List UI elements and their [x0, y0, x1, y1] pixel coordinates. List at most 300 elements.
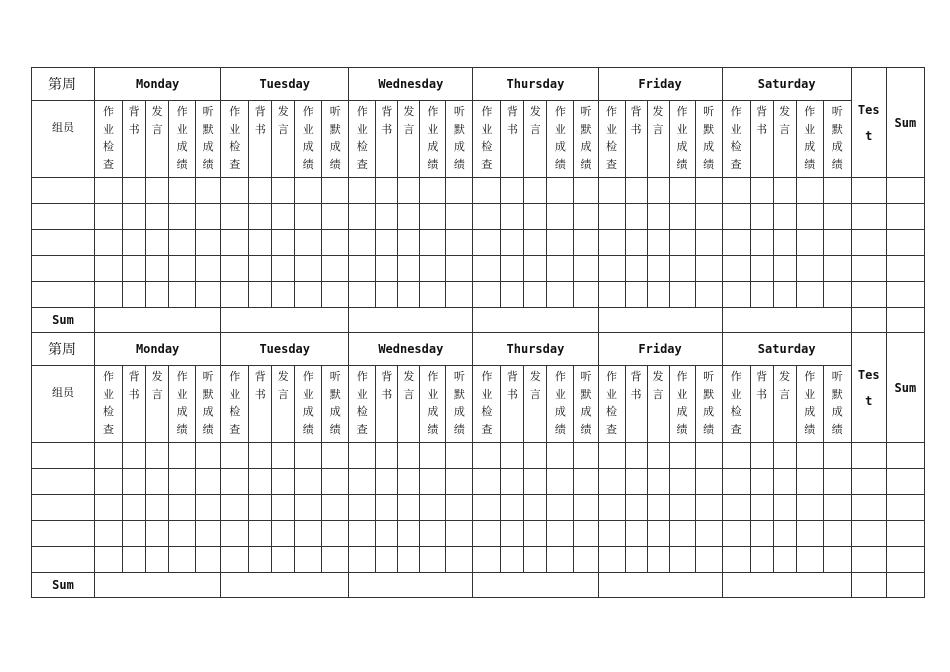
score-cell[interactable]	[750, 204, 773, 230]
score-cell[interactable]	[886, 443, 924, 469]
score-cell[interactable]	[574, 230, 598, 256]
score-cell[interactable]	[272, 521, 295, 547]
score-cell[interactable]	[376, 204, 398, 230]
score-cell[interactable]	[295, 547, 322, 573]
score-cell[interactable]	[376, 178, 398, 204]
sum-cell[interactable]	[851, 573, 886, 598]
score-cell[interactable]	[95, 443, 123, 469]
score-cell[interactable]	[773, 521, 796, 547]
score-cell[interactable]	[473, 547, 501, 573]
score-cell[interactable]	[851, 495, 886, 521]
score-cell[interactable]	[501, 178, 524, 204]
score-cell[interactable]	[123, 256, 146, 282]
score-cell[interactable]	[196, 469, 221, 495]
score-cell[interactable]	[796, 178, 823, 204]
score-cell[interactable]	[95, 547, 123, 573]
score-cell[interactable]	[446, 495, 473, 521]
score-cell[interactable]	[32, 178, 95, 204]
score-cell[interactable]	[851, 204, 886, 230]
score-cell[interactable]	[750, 521, 773, 547]
score-cell[interactable]	[95, 469, 123, 495]
sum-cell[interactable]	[851, 308, 886, 333]
score-cell[interactable]	[501, 282, 524, 308]
score-cell[interactable]	[221, 178, 249, 204]
score-cell[interactable]	[322, 495, 349, 521]
score-cell[interactable]	[349, 204, 376, 230]
score-cell[interactable]	[95, 521, 123, 547]
score-cell[interactable]	[750, 547, 773, 573]
score-cell[interactable]	[376, 547, 398, 573]
score-cell[interactable]	[349, 443, 376, 469]
score-cell[interactable]	[625, 495, 647, 521]
score-cell[interactable]	[722, 495, 750, 521]
score-cell[interactable]	[169, 282, 196, 308]
score-cell[interactable]	[598, 256, 625, 282]
score-cell[interactable]	[647, 443, 669, 469]
day-sum-cell[interactable]	[221, 573, 349, 598]
score-cell[interactable]	[524, 443, 547, 469]
score-cell[interactable]	[272, 495, 295, 521]
score-cell[interactable]	[695, 230, 722, 256]
score-cell[interactable]	[886, 204, 924, 230]
score-cell[interactable]	[446, 178, 473, 204]
score-cell[interactable]	[376, 469, 398, 495]
score-cell[interactable]	[750, 230, 773, 256]
score-cell[interactable]	[750, 178, 773, 204]
score-cell[interactable]	[524, 204, 547, 230]
score-cell[interactable]	[574, 204, 598, 230]
score-cell[interactable]	[851, 256, 886, 282]
score-cell[interactable]	[32, 204, 95, 230]
score-cell[interactable]	[547, 443, 574, 469]
score-cell[interactable]	[524, 178, 547, 204]
score-cell[interactable]	[669, 547, 695, 573]
score-cell[interactable]	[272, 230, 295, 256]
score-cell[interactable]	[249, 204, 272, 230]
score-cell[interactable]	[722, 521, 750, 547]
score-cell[interactable]	[446, 469, 473, 495]
day-sum-cell[interactable]	[598, 308, 722, 333]
score-cell[interactable]	[349, 521, 376, 547]
score-cell[interactable]	[420, 178, 446, 204]
score-cell[interactable]	[420, 230, 446, 256]
score-cell[interactable]	[796, 547, 823, 573]
score-cell[interactable]	[823, 469, 851, 495]
sum-cell[interactable]	[886, 573, 924, 598]
score-cell[interactable]	[524, 469, 547, 495]
score-cell[interactable]	[669, 495, 695, 521]
score-cell[interactable]	[123, 443, 146, 469]
score-cell[interactable]	[669, 443, 695, 469]
score-cell[interactable]	[773, 282, 796, 308]
score-cell[interactable]	[524, 256, 547, 282]
score-cell[interactable]	[473, 230, 501, 256]
score-cell[interactable]	[851, 521, 886, 547]
score-cell[interactable]	[598, 469, 625, 495]
score-cell[interactable]	[376, 256, 398, 282]
score-cell[interactable]	[322, 443, 349, 469]
score-cell[interactable]	[473, 178, 501, 204]
score-cell[interactable]	[169, 495, 196, 521]
score-cell[interactable]	[524, 282, 547, 308]
day-sum-cell[interactable]	[722, 308, 851, 333]
score-cell[interactable]	[249, 495, 272, 521]
score-cell[interactable]	[196, 443, 221, 469]
score-cell[interactable]	[420, 443, 446, 469]
score-cell[interactable]	[272, 178, 295, 204]
score-cell[interactable]	[823, 443, 851, 469]
score-cell[interactable]	[695, 256, 722, 282]
score-cell[interactable]	[547, 204, 574, 230]
score-cell[interactable]	[722, 282, 750, 308]
score-cell[interactable]	[524, 495, 547, 521]
score-cell[interactable]	[376, 443, 398, 469]
score-cell[interactable]	[547, 469, 574, 495]
score-cell[interactable]	[420, 282, 446, 308]
score-cell[interactable]	[598, 547, 625, 573]
score-cell[interactable]	[322, 230, 349, 256]
score-cell[interactable]	[32, 282, 95, 308]
score-cell[interactable]	[796, 443, 823, 469]
day-sum-cell[interactable]	[221, 308, 349, 333]
score-cell[interactable]	[146, 547, 169, 573]
score-cell[interactable]	[249, 178, 272, 204]
score-cell[interactable]	[169, 443, 196, 469]
score-cell[interactable]	[221, 230, 249, 256]
score-cell[interactable]	[625, 443, 647, 469]
score-cell[interactable]	[547, 230, 574, 256]
score-cell[interactable]	[574, 282, 598, 308]
score-cell[interactable]	[695, 204, 722, 230]
score-cell[interactable]	[773, 443, 796, 469]
score-cell[interactable]	[669, 178, 695, 204]
score-cell[interactable]	[647, 204, 669, 230]
score-cell[interactable]	[722, 547, 750, 573]
score-cell[interactable]	[625, 204, 647, 230]
score-cell[interactable]	[773, 469, 796, 495]
score-cell[interactable]	[349, 495, 376, 521]
score-cell[interactable]	[249, 443, 272, 469]
score-cell[interactable]	[524, 230, 547, 256]
score-cell[interactable]	[773, 204, 796, 230]
score-cell[interactable]	[376, 521, 398, 547]
score-cell[interactable]	[669, 469, 695, 495]
score-cell[interactable]	[123, 521, 146, 547]
score-cell[interactable]	[272, 204, 295, 230]
score-cell[interactable]	[272, 547, 295, 573]
score-cell[interactable]	[376, 230, 398, 256]
score-cell[interactable]	[547, 495, 574, 521]
score-cell[interactable]	[473, 495, 501, 521]
score-cell[interactable]	[221, 469, 249, 495]
score-cell[interactable]	[272, 469, 295, 495]
score-cell[interactable]	[722, 443, 750, 469]
score-cell[interactable]	[823, 178, 851, 204]
score-cell[interactable]	[349, 256, 376, 282]
score-cell[interactable]	[169, 230, 196, 256]
score-cell[interactable]	[695, 469, 722, 495]
score-cell[interactable]	[123, 495, 146, 521]
score-cell[interactable]	[598, 443, 625, 469]
score-cell[interactable]	[647, 547, 669, 573]
score-cell[interactable]	[722, 469, 750, 495]
score-cell[interactable]	[221, 204, 249, 230]
score-cell[interactable]	[376, 282, 398, 308]
score-cell[interactable]	[123, 204, 146, 230]
score-cell[interactable]	[32, 443, 95, 469]
day-sum-cell[interactable]	[722, 573, 851, 598]
score-cell[interactable]	[95, 204, 123, 230]
score-cell[interactable]	[398, 230, 420, 256]
score-cell[interactable]	[398, 282, 420, 308]
score-cell[interactable]	[501, 469, 524, 495]
score-cell[interactable]	[547, 521, 574, 547]
score-cell[interactable]	[473, 469, 501, 495]
score-cell[interactable]	[446, 204, 473, 230]
score-cell[interactable]	[722, 256, 750, 282]
score-cell[interactable]	[196, 230, 221, 256]
score-cell[interactable]	[773, 178, 796, 204]
score-cell[interactable]	[295, 469, 322, 495]
score-cell[interactable]	[398, 495, 420, 521]
score-cell[interactable]	[574, 443, 598, 469]
score-cell[interactable]	[295, 178, 322, 204]
day-sum-cell[interactable]	[473, 573, 598, 598]
score-cell[interactable]	[196, 521, 221, 547]
score-cell[interactable]	[851, 547, 886, 573]
score-cell[interactable]	[773, 495, 796, 521]
score-cell[interactable]	[295, 443, 322, 469]
score-cell[interactable]	[574, 547, 598, 573]
score-cell[interactable]	[446, 230, 473, 256]
score-cell[interactable]	[695, 547, 722, 573]
score-cell[interactable]	[695, 443, 722, 469]
score-cell[interactable]	[669, 282, 695, 308]
score-cell[interactable]	[823, 547, 851, 573]
score-cell[interactable]	[146, 495, 169, 521]
score-cell[interactable]	[420, 521, 446, 547]
score-cell[interactable]	[123, 282, 146, 308]
score-cell[interactable]	[501, 443, 524, 469]
score-cell[interactable]	[322, 256, 349, 282]
score-cell[interactable]	[886, 495, 924, 521]
score-cell[interactable]	[722, 178, 750, 204]
score-cell[interactable]	[598, 230, 625, 256]
score-cell[interactable]	[123, 469, 146, 495]
score-cell[interactable]	[773, 230, 796, 256]
score-cell[interactable]	[750, 495, 773, 521]
score-cell[interactable]	[398, 204, 420, 230]
score-cell[interactable]	[647, 256, 669, 282]
score-cell[interactable]	[473, 521, 501, 547]
score-cell[interactable]	[750, 443, 773, 469]
score-cell[interactable]	[95, 230, 123, 256]
day-sum-cell[interactable]	[349, 573, 473, 598]
score-cell[interactable]	[823, 521, 851, 547]
score-cell[interactable]	[598, 282, 625, 308]
score-cell[interactable]	[796, 204, 823, 230]
score-cell[interactable]	[146, 230, 169, 256]
score-cell[interactable]	[750, 469, 773, 495]
score-cell[interactable]	[123, 547, 146, 573]
score-cell[interactable]	[501, 547, 524, 573]
score-cell[interactable]	[249, 256, 272, 282]
score-cell[interactable]	[886, 282, 924, 308]
score-cell[interactable]	[272, 443, 295, 469]
score-cell[interactable]	[796, 521, 823, 547]
score-cell[interactable]	[524, 547, 547, 573]
score-cell[interactable]	[272, 282, 295, 308]
score-cell[interactable]	[647, 178, 669, 204]
score-cell[interactable]	[823, 204, 851, 230]
score-cell[interactable]	[547, 282, 574, 308]
day-sum-cell[interactable]	[598, 573, 722, 598]
score-cell[interactable]	[625, 469, 647, 495]
score-cell[interactable]	[647, 469, 669, 495]
score-cell[interactable]	[322, 282, 349, 308]
score-cell[interactable]	[295, 256, 322, 282]
score-cell[interactable]	[95, 495, 123, 521]
score-cell[interactable]	[823, 230, 851, 256]
score-cell[interactable]	[823, 495, 851, 521]
score-cell[interactable]	[446, 282, 473, 308]
score-cell[interactable]	[398, 547, 420, 573]
score-cell[interactable]	[695, 178, 722, 204]
score-cell[interactable]	[196, 204, 221, 230]
score-cell[interactable]	[886, 469, 924, 495]
score-cell[interactable]	[221, 521, 249, 547]
score-cell[interactable]	[625, 230, 647, 256]
score-cell[interactable]	[547, 547, 574, 573]
score-cell[interactable]	[574, 178, 598, 204]
score-cell[interactable]	[625, 547, 647, 573]
score-cell[interactable]	[295, 495, 322, 521]
score-cell[interactable]	[547, 178, 574, 204]
score-cell[interactable]	[722, 230, 750, 256]
score-cell[interactable]	[851, 443, 886, 469]
score-cell[interactable]	[647, 521, 669, 547]
score-cell[interactable]	[750, 256, 773, 282]
score-cell[interactable]	[295, 282, 322, 308]
score-cell[interactable]	[501, 256, 524, 282]
score-cell[interactable]	[146, 256, 169, 282]
score-cell[interactable]	[420, 204, 446, 230]
score-cell[interactable]	[647, 282, 669, 308]
score-cell[interactable]	[625, 521, 647, 547]
score-cell[interactable]	[446, 521, 473, 547]
score-cell[interactable]	[295, 521, 322, 547]
score-cell[interactable]	[169, 204, 196, 230]
sum-cell[interactable]	[886, 308, 924, 333]
score-cell[interactable]	[32, 521, 95, 547]
score-cell[interactable]	[886, 521, 924, 547]
score-cell[interactable]	[322, 204, 349, 230]
score-cell[interactable]	[524, 521, 547, 547]
score-cell[interactable]	[349, 547, 376, 573]
score-cell[interactable]	[574, 495, 598, 521]
score-cell[interactable]	[695, 495, 722, 521]
score-cell[interactable]	[146, 282, 169, 308]
score-cell[interactable]	[473, 443, 501, 469]
day-sum-cell[interactable]	[473, 308, 598, 333]
score-cell[interactable]	[169, 521, 196, 547]
score-cell[interactable]	[376, 495, 398, 521]
score-cell[interactable]	[773, 547, 796, 573]
score-cell[interactable]	[196, 495, 221, 521]
score-cell[interactable]	[851, 230, 886, 256]
score-cell[interactable]	[547, 256, 574, 282]
score-cell[interactable]	[349, 469, 376, 495]
score-cell[interactable]	[249, 230, 272, 256]
score-cell[interactable]	[750, 282, 773, 308]
score-cell[interactable]	[146, 443, 169, 469]
score-cell[interactable]	[796, 469, 823, 495]
score-cell[interactable]	[322, 547, 349, 573]
score-cell[interactable]	[32, 547, 95, 573]
score-cell[interactable]	[823, 282, 851, 308]
score-cell[interactable]	[349, 178, 376, 204]
score-cell[interactable]	[196, 282, 221, 308]
score-cell[interactable]	[398, 443, 420, 469]
score-cell[interactable]	[796, 230, 823, 256]
score-cell[interactable]	[669, 256, 695, 282]
score-cell[interactable]	[322, 178, 349, 204]
score-cell[interactable]	[169, 178, 196, 204]
score-cell[interactable]	[473, 256, 501, 282]
score-cell[interactable]	[851, 282, 886, 308]
score-cell[interactable]	[146, 469, 169, 495]
score-cell[interactable]	[322, 469, 349, 495]
score-cell[interactable]	[574, 256, 598, 282]
score-cell[interactable]	[398, 521, 420, 547]
score-cell[interactable]	[669, 230, 695, 256]
day-sum-cell[interactable]	[95, 573, 221, 598]
score-cell[interactable]	[647, 230, 669, 256]
score-cell[interactable]	[501, 521, 524, 547]
score-cell[interactable]	[773, 256, 796, 282]
score-cell[interactable]	[574, 469, 598, 495]
score-cell[interactable]	[851, 178, 886, 204]
score-cell[interactable]	[146, 204, 169, 230]
score-cell[interactable]	[574, 521, 598, 547]
score-cell[interactable]	[420, 547, 446, 573]
score-cell[interactable]	[398, 256, 420, 282]
score-cell[interactable]	[249, 282, 272, 308]
score-cell[interactable]	[598, 521, 625, 547]
score-cell[interactable]	[221, 256, 249, 282]
score-cell[interactable]	[196, 547, 221, 573]
score-cell[interactable]	[446, 547, 473, 573]
score-cell[interactable]	[95, 178, 123, 204]
score-cell[interactable]	[886, 256, 924, 282]
score-cell[interactable]	[625, 256, 647, 282]
score-cell[interactable]	[349, 282, 376, 308]
score-cell[interactable]	[647, 495, 669, 521]
score-cell[interactable]	[196, 256, 221, 282]
score-cell[interactable]	[501, 204, 524, 230]
score-cell[interactable]	[249, 521, 272, 547]
score-cell[interactable]	[272, 256, 295, 282]
score-cell[interactable]	[851, 469, 886, 495]
score-cell[interactable]	[722, 204, 750, 230]
score-cell[interactable]	[669, 204, 695, 230]
score-cell[interactable]	[598, 178, 625, 204]
score-cell[interactable]	[398, 469, 420, 495]
score-cell[interactable]	[95, 282, 123, 308]
score-cell[interactable]	[123, 230, 146, 256]
score-cell[interactable]	[598, 204, 625, 230]
score-cell[interactable]	[32, 495, 95, 521]
